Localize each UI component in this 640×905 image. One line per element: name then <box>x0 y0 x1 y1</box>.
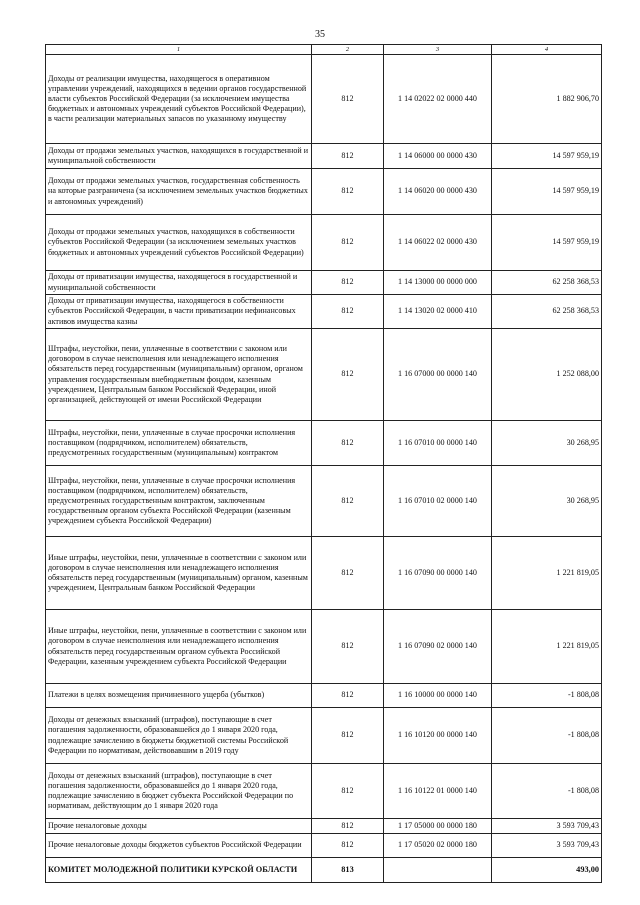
table-row <box>46 834 602 858</box>
column-header-3: 3 <box>384 45 492 55</box>
row-admin-code: 812 <box>312 295 384 329</box>
column-header-2: 2 <box>312 45 384 55</box>
row-admin-code: 812 <box>312 215 384 271</box>
row-amount: 14 597 959,19 <box>492 169 602 215</box>
table-row <box>46 708 602 764</box>
revenue-table <box>45 44 602 883</box>
row-description: КОМИТЕТ МОЛОДЕЖНОЙ ПОЛИТИКИ КУРСКОЙ ОБЛАСТИ <box>46 858 312 883</box>
row-budget-code: 1 16 07090 00 0000 140 <box>384 537 492 610</box>
row-description: Платежи в целях возмещения причиненного ущерба (убытков) <box>46 684 312 708</box>
table-row <box>46 144 602 169</box>
row-budget-code: 1 16 07010 02 0000 140 <box>384 466 492 537</box>
row-budget-code: 1 17 05000 00 0000 180 <box>384 819 492 834</box>
row-amount: 30 268,95 <box>492 421 602 466</box>
row-admin-code: 812 <box>312 466 384 537</box>
row-admin-code: 812 <box>312 708 384 764</box>
row-description: Прочие неналоговые доходы бюджетов субъектов Российской Федерации <box>46 834 312 858</box>
table-row <box>46 215 602 271</box>
table-row <box>46 271 602 295</box>
table-row <box>46 329 602 421</box>
row-admin-code: 812 <box>312 421 384 466</box>
table-row <box>46 421 602 466</box>
row-budget-code: 1 14 02022 02 0000 440 <box>384 55 492 144</box>
row-budget-code <box>384 858 492 883</box>
row-budget-code: 1 14 06000 00 0000 430 <box>384 144 492 169</box>
row-budget-code: 1 16 10120 00 0000 140 <box>384 708 492 764</box>
row-amount: 1 221 819,05 <box>492 610 602 684</box>
row-amount: 62 258 368,53 <box>492 271 602 295</box>
row-admin-code: 812 <box>312 271 384 295</box>
column-header-4: 4 <box>492 45 602 55</box>
row-admin-code: 812 <box>312 329 384 421</box>
row-amount: 14 597 959,19 <box>492 144 602 169</box>
row-amount: 62 258 368,53 <box>492 295 602 329</box>
column-header-1: 1 <box>46 45 312 55</box>
row-amount: 3 593 709,43 <box>492 819 602 834</box>
table-row <box>46 466 602 537</box>
row-admin-code: 812 <box>312 169 384 215</box>
table-row <box>46 295 602 329</box>
row-amount: 14 597 959,19 <box>492 215 602 271</box>
row-description: Иные штрафы, неустойки, пени, уплаченные в соответствии с законом или договором в случае неисполнения или ненадлежащего исполнения обязательств перед государственным (муниципальным) органом, казенным учреждением, Центральным банком Российской Федерации <box>46 537 312 610</box>
table-row-total <box>46 858 602 883</box>
table-row <box>46 55 602 144</box>
row-amount: 1 252 088,00 <box>492 329 602 421</box>
row-amount: 1 221 819,05 <box>492 537 602 610</box>
row-admin-code: 812 <box>312 537 384 610</box>
row-budget-code: 1 16 07010 00 0000 140 <box>384 421 492 466</box>
row-admin-code: 812 <box>312 764 384 819</box>
row-budget-code: 1 16 10000 00 0000 140 <box>384 684 492 708</box>
row-description: Доходы от денежных взысканий (штрафов), поступающие в счет погашения задолженности, образовавшейся до 1 января 2020 года, подлежащие зачислению в бюджет субъекта Российской Федерации по нормативам, действующим до 1 января 2020 года <box>46 764 312 819</box>
row-budget-code: 1 17 05020 02 0000 180 <box>384 834 492 858</box>
row-budget-code: 1 16 07000 00 0000 140 <box>384 329 492 421</box>
row-admin-code: 812 <box>312 55 384 144</box>
row-admin-code: 812 <box>312 144 384 169</box>
row-budget-code: 1 16 10122 01 0000 140 <box>384 764 492 819</box>
table-row <box>46 610 602 684</box>
row-description: Штрафы, неустойки, пени, уплаченные в случае просрочки исполнения поставщиком (подрядчиком, исполнителем) обязательств, предусмотренных государственным (муниципальным) контрактом <box>46 421 312 466</box>
row-description: Доходы от реализации имущества, находящегося в оперативном управлении учреждений, находящихся в ведении органов государственной власти субъектов Российской Федерации (за исключением имущества бюджетных и автономных учреждений субъектов Российской Федерации), в части реализации материальных запасов по указанному имуществу <box>46 55 312 144</box>
row-amount: -1 808,08 <box>492 708 602 764</box>
table-row <box>46 537 602 610</box>
row-amount: 1 882 906,70 <box>492 55 602 144</box>
row-amount: -1 808,08 <box>492 764 602 819</box>
row-description: Доходы от денежных взысканий (штрафов), поступающие в счет погашения задолженности, образовавшейся до 1 января 2020 года, подлежащие зачислению в бюджеты бюджетной системы Российской Федерации по нормативам, действовавшим в 2019 году <box>46 708 312 764</box>
row-description: Доходы от приватизации имущества, находящегося в государственной и муниципальной собственности <box>46 271 312 295</box>
row-admin-code: 813 <box>312 858 384 883</box>
row-description: Прочие неналоговые доходы <box>46 819 312 834</box>
row-description: Доходы от продажи земельных участков, находящихся в собственности субъектов Российской Федерации (за исключением земельных участков бюджетных и автономных учреждений субъектов Российской Федерации) <box>46 215 312 271</box>
row-description: Доходы от приватизации имущества, находящегося в собственности субъектов Российской Федерации, в части приватизации нефинансовых активов имущества казны <box>46 295 312 329</box>
row-admin-code: 812 <box>312 684 384 708</box>
row-budget-code: 1 14 13020 02 0000 410 <box>384 295 492 329</box>
row-budget-code: 1 16 07090 02 0000 140 <box>384 610 492 684</box>
row-amount: 493,00 <box>492 858 602 883</box>
row-admin-code: 812 <box>312 610 384 684</box>
row-description: Доходы от продажи земельных участков, находящихся в государственной и муниципальной собственности <box>46 144 312 169</box>
table-row <box>46 169 602 215</box>
row-amount: -1 808,08 <box>492 684 602 708</box>
row-budget-code: 1 14 06022 02 0000 430 <box>384 215 492 271</box>
table-row <box>46 764 602 819</box>
table-header-row <box>46 45 602 55</box>
row-description: Штрафы, неустойки, пени, уплаченные в соответствии с законом или договором в случае неисполнения или ненадлежащего исполнения обязательств перед государственным (муниципальным) органом, органом управления государственным внебюджетным фондом, казенным учреждением, Центральным банком Российской Федерации, иной организацией, действующей от имени Российской Федерации <box>46 329 312 421</box>
row-description: Доходы от продажи земельных участков, государственная собственность на которые разграничена (за исключением земельных участков бюджетных и автономных учреждений) <box>46 169 312 215</box>
row-admin-code: 812 <box>312 834 384 858</box>
row-description: Иные штрафы, неустойки, пени, уплаченные в соответствии с законом или договором в случае неисполнения или ненадлежащего исполнения обязательств перед государственным органом субъекта Российской Федерации, казенным учреждением субъекта Российской Федерации <box>46 610 312 684</box>
row-budget-code: 1 14 13000 00 0000 000 <box>384 271 492 295</box>
row-budget-code: 1 14 06020 00 0000 430 <box>384 169 492 215</box>
row-amount: 3 593 709,43 <box>492 834 602 858</box>
row-admin-code: 812 <box>312 819 384 834</box>
row-description: Штрафы, неустойки, пени, уплаченные в случае просрочки исполнения поставщиком (подрядчиком, исполнителем) обязательств, предусмотренных государственным контрактом, заключенным государственным органом субъекта Российской Федерации (казенным учреждением субъекта Российской Федерации) <box>46 466 312 537</box>
table-row <box>46 684 602 708</box>
page-number: 35 <box>315 29 325 40</box>
table-row <box>46 819 602 834</box>
row-amount: 30 268,95 <box>492 466 602 537</box>
